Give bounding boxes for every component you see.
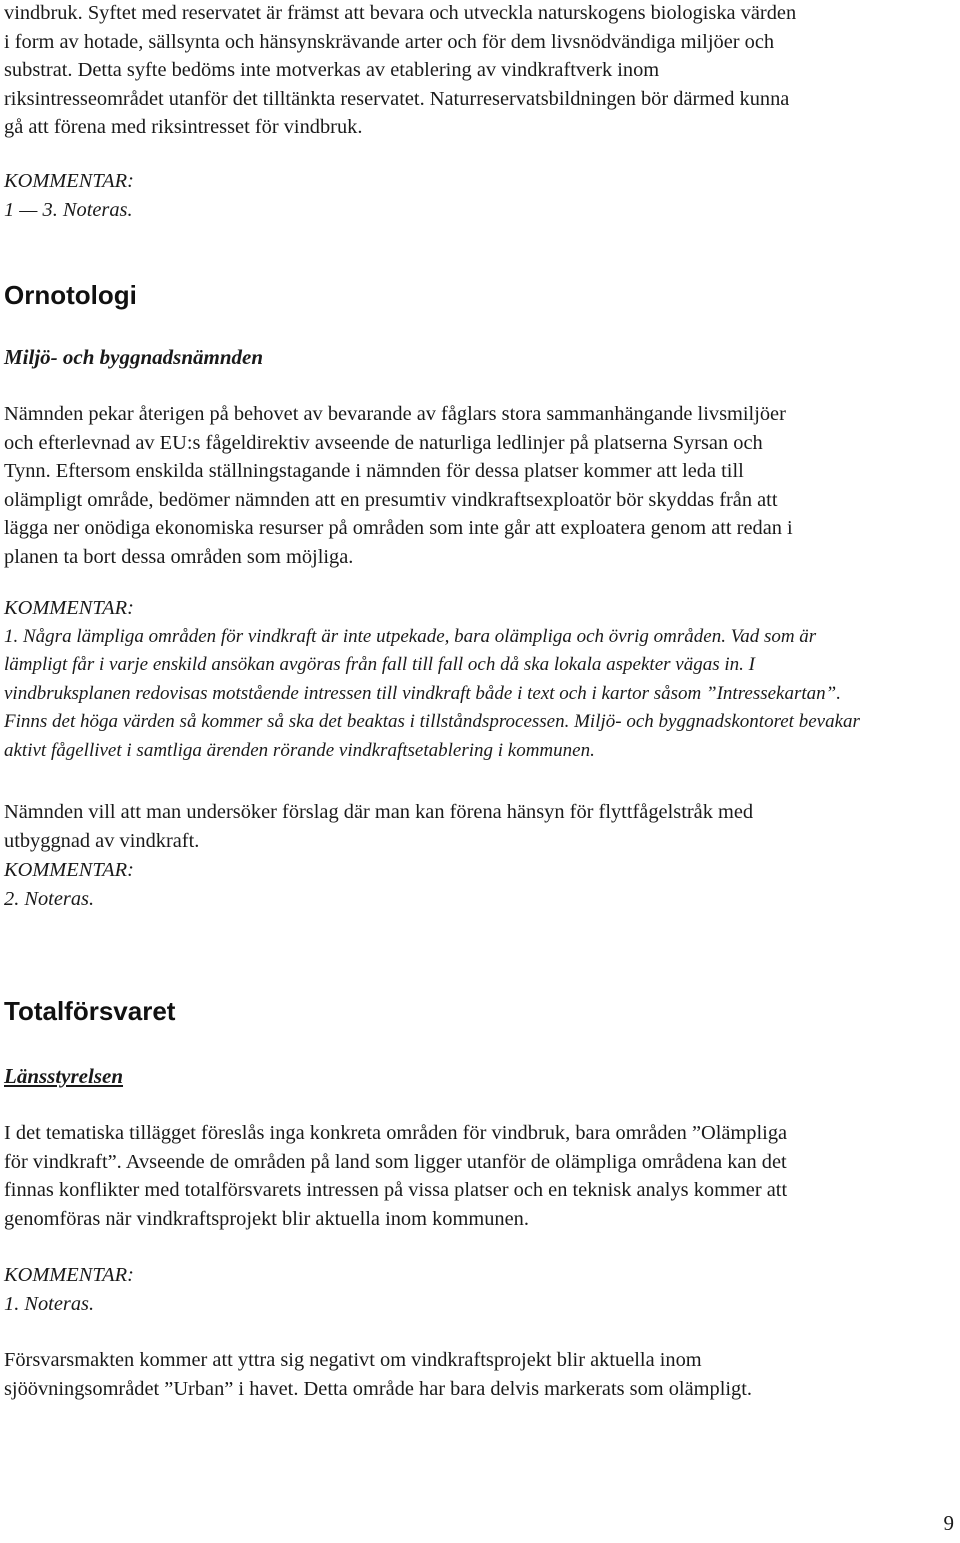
comment-text: Finns det höga värden så kommer så ska det beaktas i tillståndsprocessen. Miljö- och byggnadskontoret bevakar	[4, 711, 860, 733]
comment-label: KOMMENTAR:	[4, 170, 134, 192]
comment-text: aktivt fågellivet i samtliga ärenden rörande vindkraftsetablering i kommunen.	[4, 739, 595, 761]
totalforsvaret-comment	[4, 1261, 956, 1318]
text-line: substrat. Detta syfte bedöms inte motverkas av etablering av vindkraftverk inom	[4, 59, 660, 82]
page-number: 9	[943, 1511, 954, 1535]
text-line: riksintresseområdet utanför det tilltänkta reservatet. Naturreservatsbildningen bör därmed kunna	[4, 87, 790, 110]
text-line: och efterlevnad av EU:s fågeldirektiv avseende de naturliga ledlinjer på platserna Syrsan och	[4, 431, 763, 454]
comment-text: vindbruksplanen redovisas motstående intressen till vindkraft både i text och i kartor såsom ”Intressekartan”.	[4, 682, 841, 704]
totalforsvaret-paragraph-2	[4, 1346, 956, 1403]
intro-paragraph	[4, 0, 956, 142]
ornotologi-comment-1	[4, 594, 956, 766]
text-line: Nämnden pekar återigen på behovet av bevarande av fåglars stora sammanhängande livsmiljöer	[4, 403, 786, 425]
text-line: utbyggnad av vindkraft.	[4, 829, 200, 852]
text-line: Nämnden vill att man undersöker förslag där man kan förena hänsyn för flyttfågelstråk med	[4, 801, 754, 823]
intro-comment	[4, 167, 956, 224]
text-line: olämpligt område, bedömer nämnden att en presumtiv vindkraftsexploatör bör skyddas från att	[4, 488, 778, 511]
text-line: för vindkraft”. Avseende de områden på land som ligger utanför de olämpliga områdena kan det	[4, 1150, 787, 1173]
text-line: Försvarsmakten kommer att yttra sig negativt om vindkraftsprojekt blir aktuella inom	[4, 1349, 702, 1371]
section-heading-ornotologi: Ornotologi	[4, 280, 137, 310]
comment-text: 2. Noteras.	[4, 887, 95, 910]
text-line: i form av hotade, sällsynta och hänsynskrävande arter och för dem livsnödvändiga miljöer och	[4, 30, 775, 53]
text-line: Tynn. Eftersom enskilda ställningstagande i nämnden för dessa platser kommer att leda till	[4, 460, 744, 483]
comment-label: KOMMENTAR:	[4, 597, 134, 619]
text-line: genomföras när vindkraftsprojekt blir aktuella inom kommunen.	[4, 1207, 529, 1230]
comment-text: lämpligt får i varje enskild ansökan avgöras från fall till fall och då ska lokala aspekter vägas in. I	[4, 654, 755, 676]
ornotologi-comment-2	[4, 856, 956, 913]
text-line: finnas konflikter med totalförsvarets intressen på vissa platser och en teknisk analys kommer att	[4, 1179, 788, 1202]
text-line: I det tematiska tillägget föreslås inga konkreta områden för vindbruk, bara områden ”Olämpliga	[4, 1122, 788, 1144]
text-line: planen ta bort dessa områden som möjliga.	[4, 545, 354, 568]
text-line: gå att förena med riksintresset för vindbruk.	[4, 116, 363, 139]
totalforsvaret-paragraph	[4, 1119, 956, 1233]
comment-label: KOMMENTAR:	[4, 1264, 134, 1286]
subheading-lansstyrelsen: Länsstyrelsen	[4, 1064, 124, 1088]
comment-text: 1. Noteras.	[4, 1292, 95, 1315]
text-line: sjöövningsområdet ”Urban” i havet. Detta område har bara delvis markerats som olämpligt.	[4, 1377, 752, 1400]
ornotologi-paragraph-2	[4, 798, 956, 855]
ornotologi-paragraph	[4, 400, 956, 572]
comment-text: 1 — 3. Noteras.	[4, 198, 133, 221]
text-line: vindbruk. Syftet med reservatet är främst att bevara och utveckla naturskogens biologiska värden	[4, 2, 797, 24]
comment-label: KOMMENTAR:	[4, 859, 134, 881]
text-line: lägga ner onödiga ekonomiska resurser på områden som inte går att exploatera genom att redan i	[4, 517, 793, 540]
comment-text: 1. Några lämpliga områden för vindkraft är inte utpekade, bara olämpliga och övrig områden. Vad som är	[4, 625, 817, 647]
subheading-miljo-och-byggnadsnamnden: Miljö- och byggnadsnämnden	[4, 345, 264, 369]
section-heading-totalforsvaret: Totalförsvaret	[4, 996, 176, 1026]
